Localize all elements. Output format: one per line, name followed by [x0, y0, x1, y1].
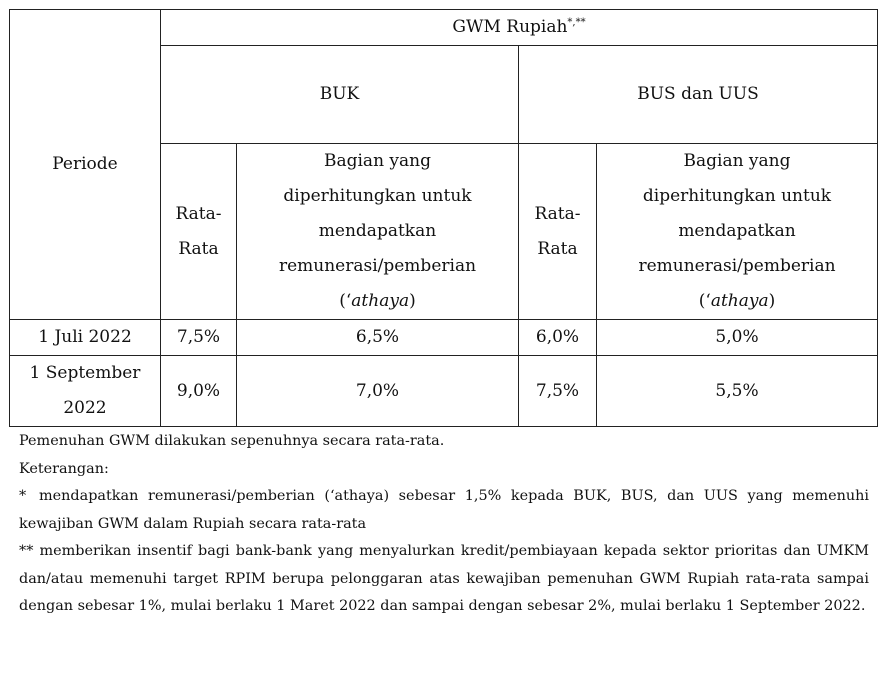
note-keterangan: Keterangan: — [19, 460, 109, 477]
header-gwm-rupiah: GWM Rupiah*,** — [161, 10, 878, 46]
table-row — [10, 320, 878, 356]
cell-bus-bagian: 5,0% — [597, 320, 878, 356]
header-bus-uus: BUS dan UUS — [519, 46, 878, 144]
cell-periode: 1 September 2022 — [10, 356, 161, 427]
cell-bus-rata: 6,0% — [519, 320, 597, 356]
header-buk-bagian: Bagian yang diperhitungkan untuk mendapatkan remunerasi/pemberian (‘athaya) — [237, 144, 519, 320]
cell-buk-rata: 9,0% — [161, 356, 237, 427]
footnote-marks: *,** — [567, 17, 586, 28]
header-bus-bagian: Bagian yang diperhitungkan untuk mendapatkan remunerasi/pemberian (‘athaya) — [597, 144, 878, 320]
header-buk-rata-rata: Rata- Rata — [161, 144, 237, 320]
cell-buk-rata: 7,5% — [161, 320, 237, 356]
cell-periode: 1 Juli 2022 — [10, 320, 161, 356]
gwm-table — [9, 9, 878, 427]
header-bus-rata-rata: Rata- Rata — [519, 144, 597, 320]
note-single-asterisk: * mendapatkan remunerasi/pemberian (‘athaya) sebesar 1,5% kepada BUK, BUS, dan UUS yang memenuhi kewajiban GWM dalam Rupiah secara rata-rata — [19, 483, 869, 538]
cell-bus-rata: 7,5% — [519, 356, 597, 427]
note-double-asterisk: ** memberikan insentif bagi bank-bank yang menyalurkan kredit/pembiayaan kepada sektor prioritas dan UMKM dan/atau memenuhi target RPIM berupa pelonggaran atas kewajiban pemenuhan GWM Rupiah rata-rata sampai dengan sebesar 1%, mulai berlaku 1 Maret 2022 dan sampai dengan sebesar 2%, mulai berlaku 1 September 2022. — [19, 543, 869, 614]
header-periode: Periode — [10, 10, 161, 320]
header-buk: BUK — [161, 46, 519, 144]
table-row — [10, 356, 878, 427]
notes-section — [19, 428, 869, 621]
cell-buk-bagian: 7,0% — [237, 356, 519, 427]
asterisk-mark: * — [19, 488, 27, 504]
cell-buk-bagian: 6,5% — [237, 320, 519, 356]
note-pemenuhan: Pemenuhan GWM dilakukan sepenuhnya secara rata-rata. — [19, 433, 445, 449]
cell-bus-bagian: 5,5% — [597, 356, 878, 427]
